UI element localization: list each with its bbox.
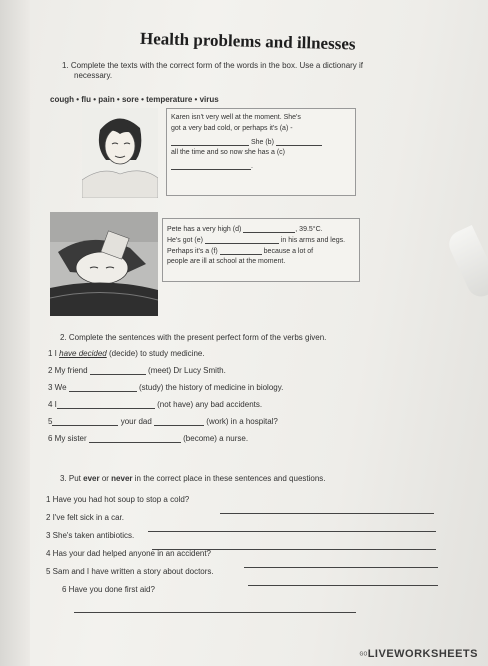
pete-line2: He's got (e) in his arms and legs. <box>167 237 346 244</box>
ex3-item-3: 3 She's taken antibiotics. <box>46 531 135 540</box>
ex2-item-4: 4 I (not have) any bad accidents. <box>48 400 263 409</box>
ex2-item-2: 2 My friend (meet) Dr Lucy Smith. <box>48 366 226 375</box>
ex3-answer-line-4[interactable] <box>244 559 438 568</box>
blank-f[interactable] <box>220 246 262 255</box>
blank-b[interactable] <box>276 137 322 146</box>
pete-text-box <box>162 218 360 282</box>
karen-line5: . <box>171 161 253 170</box>
ex3-answer-line-5[interactable] <box>248 577 438 586</box>
ex3-instruction: 3. Put ever or never in the correct place in these sentences and questions. <box>60 474 326 483</box>
ex2-item-3: 3 We (study) the history of medicine in biology. <box>48 383 284 392</box>
blank-c[interactable] <box>171 161 251 170</box>
karen-line1: Karen isn't very well at the moment. She's <box>171 114 301 121</box>
ex2-blank-2[interactable] <box>90 366 146 375</box>
ex3-item-5: 5 Sam and I have written a story about doctors. <box>46 567 214 576</box>
ex2-blank-5a[interactable] <box>52 417 118 426</box>
ex2-instruction: 2. Complete the sentences with the present perfect form of the verbs given. <box>60 333 327 342</box>
ex2-blank-3[interactable] <box>69 383 137 392</box>
liveworksheets-logo[interactable]: ᴳᴼLIVEWORKSHEETS <box>359 648 478 660</box>
ex3-answer-line-6[interactable] <box>74 604 356 613</box>
ex2-blank-4[interactable] <box>57 400 155 409</box>
pete-line4: people are ill at school at the moment. <box>167 258 286 265</box>
ex3-answer-line-2[interactable] <box>148 523 436 532</box>
ex3-item-6: 6 Have you done first aid? <box>62 585 155 594</box>
karen-illustration <box>82 108 158 198</box>
glass-reflection <box>445 225 488 301</box>
ex3-item-1: 1 Have you had hot soup to stop a cold? <box>46 495 190 504</box>
pete-illustration <box>50 212 158 316</box>
ex3-item-4: 4 Has your dad helped anyone in an accident? <box>46 549 212 558</box>
ex1-instruction-line2: necessary. <box>74 71 113 80</box>
page-fold-shadow <box>0 0 30 666</box>
blank-d[interactable] <box>243 224 295 233</box>
ex3-item-2: 2 I've felt sick in a car. <box>46 513 125 522</box>
karen-line4: all the time and so now she has a (c) <box>171 149 286 156</box>
karen-line3: She (b) <box>171 137 322 146</box>
pete-line1: Pete has a very high (d) , 39.5°C. <box>167 226 323 233</box>
blank-a[interactable] <box>171 137 249 146</box>
ex2-item-6: 6 My sister (become) a nurse. <box>48 434 249 443</box>
karen-text-box <box>166 108 356 196</box>
word-box: cough • flu • pain • sore • temperature • virus <box>50 95 219 104</box>
ex3-answer-line-1[interactable] <box>220 505 434 514</box>
ex2-answer-1: have decided <box>59 349 107 358</box>
ex2-blank-5b[interactable] <box>154 417 204 426</box>
ex2-item-5: 5 your dad (work) in a hospital? <box>48 417 278 426</box>
ex1-instruction-line1: 1. Complete the texts with the correct form of the words in the box. Use a dictionary if <box>62 61 364 70</box>
ex2-item-1: 1 I have decided (decide) to study medicine. <box>48 349 205 358</box>
page-title: Health problems and illnesses <box>139 28 356 54</box>
karen-line2: got a very bad cold, or perhaps it's (a) - <box>171 125 293 132</box>
ex2-blank-6[interactable] <box>89 434 181 443</box>
blank-e[interactable] <box>205 235 279 244</box>
pete-line3: Perhaps it's a (f) because a lot of <box>167 248 314 255</box>
